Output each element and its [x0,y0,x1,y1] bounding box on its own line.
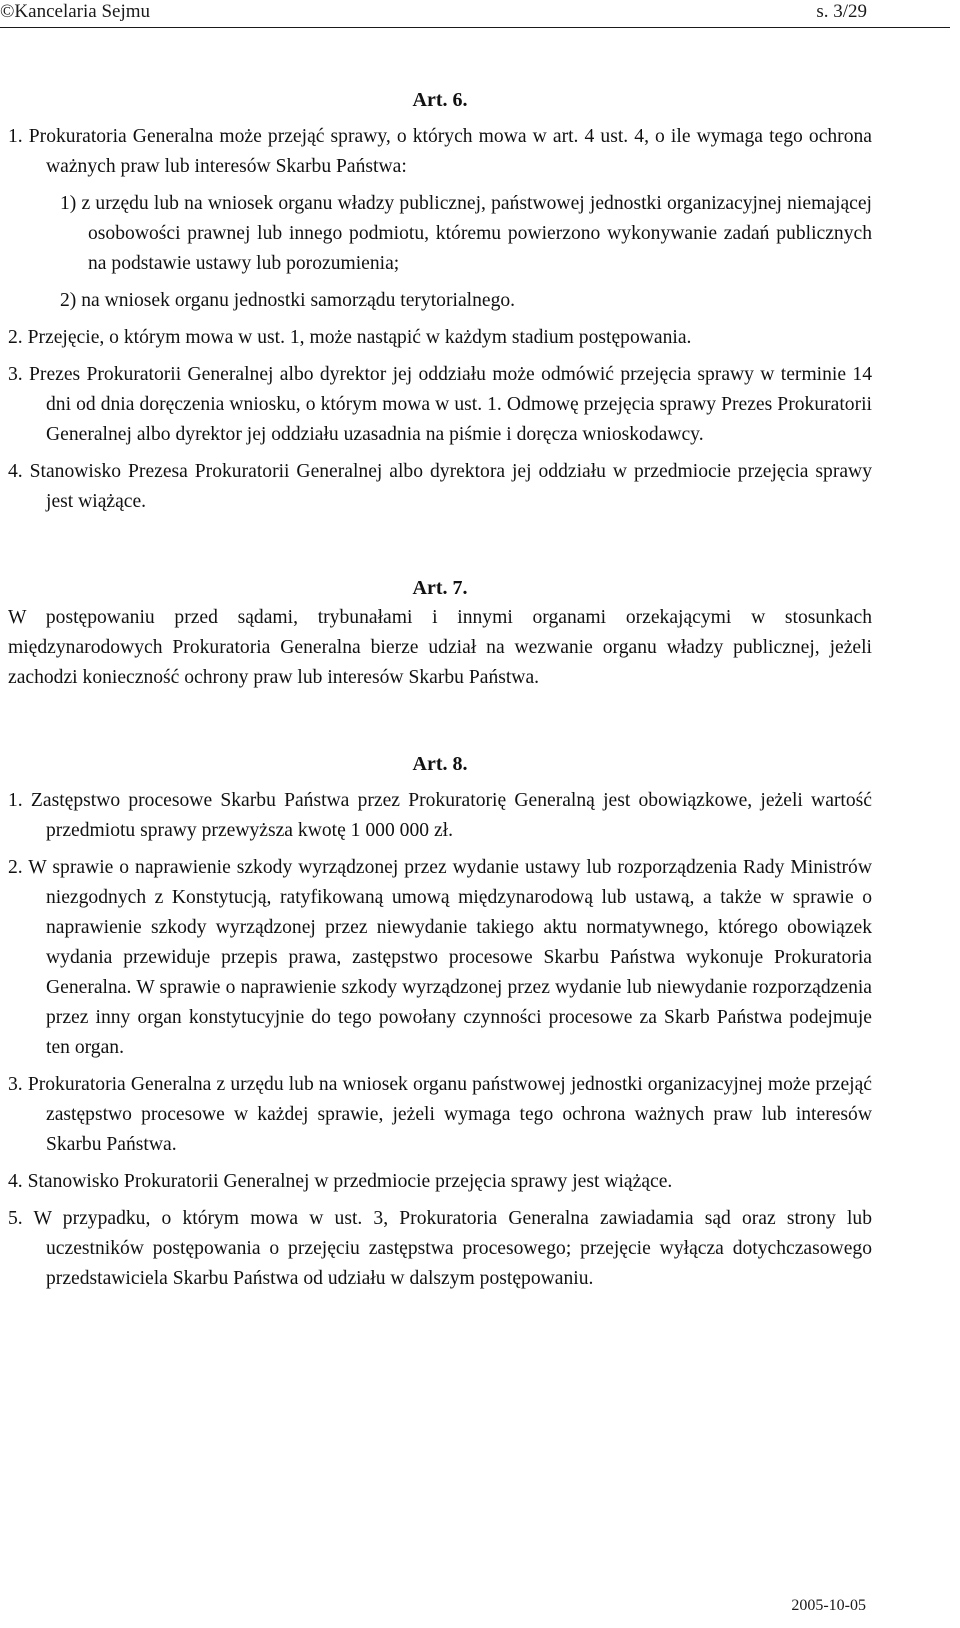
article-8-paragraph-1: 1. Zastępstwo procesowe Skarbu Państwa przez Prokuratorię Generalną jest obowiązkowe, jeżeli wartość przedmiotu sprawy przewyższa kwotę 1 000 000 zł. [8,790,872,841]
document-body [8,85,872,1294]
article-8-paragraph-4: 4. Stanowisko Prokuratorii Generalnej w przedmiocie przejęcia sprawy jest wiążące. [8,1171,673,1192]
article-6-paragraph-2: 2. Przejęcie, o którym mowa w ust. 1, może nastąpić w każdym stadium postępowania. [8,327,692,348]
article-6-point-1: 1) z urzędu lub na wniosek organu władzy publicznej, państwowej jednostki organizacyjnej niemającej osobowości prawnej lub innego podmiotu, któremu powierzono wykonywanie zadań publicznych na podstawie ustawy lub porozumienia; [60,193,872,274]
publisher-label: ©Kancelaria Sejmu [0,1,151,22]
article-8-paragraph-2: 2. W sprawie o naprawienie szkody wyrządzonej przez wydanie ustawy lub rozporządzenia Rady Ministrów niezgodnych z Konstytucją, ratyfikowaną umową międzynarodową lub ustawą, a także w sprawie o naprawienie szkody wyrządzonej przez niewydanie takiego aktu normatywnego, którego obowiązek wydania przewiduje przepis prawa, zastępstwo procesowe Skarbu Państwa wykonuje Prokuratoria Generalna. W sprawie o naprawienie szkody wyrządzonej przez wydanie lub niewydanie rozporządzenia przez inny organ konstytucyjnie do tego powołany czynności procesowe za Skarb Państwa podejmuje ten organ. [8,857,872,1058]
article-8-paragraph-5: 5. W przypadku, o którym mowa w ust. 3, Prokuratoria Generalna zawiadamia sąd oraz strony lub uczestników postępowania o przejęciu zastępstwa procesowego; przejęcie wyłącza dotychczasowego przedstawiciela Skarbu Państwa od udziału w dalszym postępowaniu. [8,1208,872,1289]
document-date: 2005-10-05 [791,1597,866,1614]
article-8-title: Art. 8. [412,753,468,775]
header-divider [0,27,950,28]
article-6-paragraph-4: 4. Stanowisko Prezesa Prokuratorii Generalnej albo dyrektora jej oddziału w przedmiocie przejęcia sprawy jest wiążące. [8,461,872,512]
article-6-paragraph-1: 1. Prokuratoria Generalna może przejąć sprawy, o których mowa w art. 4 ust. 4, o ile wymaga tego ochrona ważnych praw lub interesów Skarbu Państwa: [8,126,872,177]
article-6-paragraph-3: 3. Prezes Prokuratorii Generalnej albo dyrektor jej oddziału może odmówić przejęcia sprawy w terminie 14 dni od dnia doręczenia wniosku, o którym mowa w ust. 1. Odmowę przejęcia sprawy Prezes Prokuratorii Generalnej albo dyrektor jej oddziału uzasadnia na piśmie i doręcza wnioskodawcy. [8,364,872,445]
page-header [0,0,960,26]
article-7-paragraph: W postępowaniu przed sądami, trybunałami i innymi organami orzekającymi w stosunkach międzynarodowych Prokuratoria Generalna bierze udział na wezwanie organu władzy publicznej, jeżeli zachodzi konieczność ochrony praw lub interesów Skarbu Państwa. [8,607,872,688]
article-8-paragraph-3: 3. Prokuratoria Generalna z urzędu lub na wniosek organu państwowej jednostki organizacyjnej może przejąć zastępstwo procesowe w każdej sprawie, jeżeli wymaga tego ochrona ważnych praw lub interesów Skarbu Państwa. [8,1074,872,1155]
article-6-title: Art. 6. [412,89,468,111]
article-7-title: Art. 7. [412,577,468,599]
page-number: s. 3/29 [816,1,867,22]
article-6-point-2: 2) na wniosek organu jednostki samorządu terytorialnego. [60,290,516,311]
